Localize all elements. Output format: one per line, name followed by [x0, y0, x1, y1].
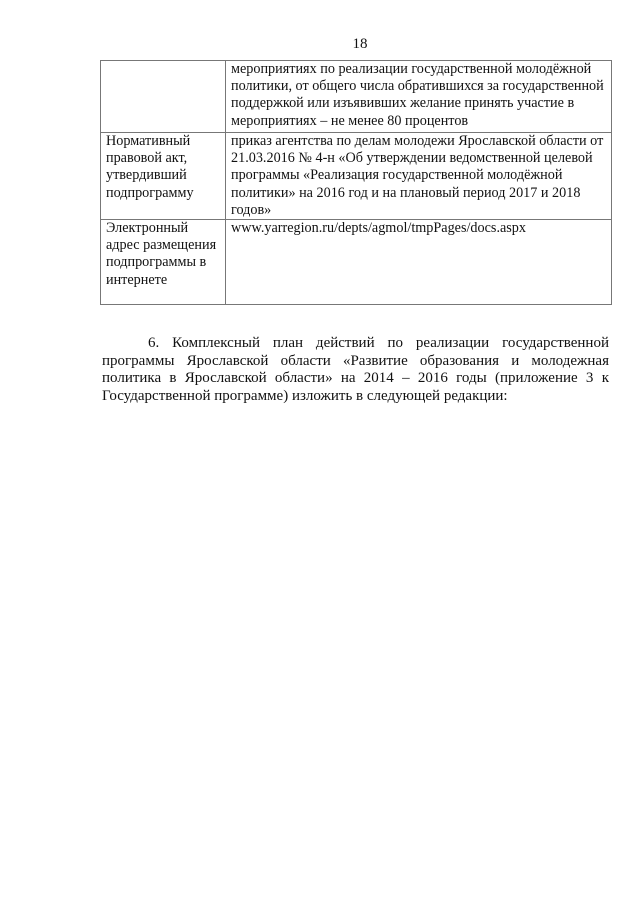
- row-label: Нормативный правовой акт, утвердивший подпрограмму: [101, 133, 226, 220]
- row-value-url[interactable]: www.yarregion.ru/depts/agmol/tmpPages/docs.aspx: [226, 220, 612, 305]
- row-value: мероприятиях по реализации государственной молодёжной политики, от общего числа обратившихся за государственной поддержкой или изъявивших желание принять участие в мероприятиях – не менее 80 процентов: [226, 61, 612, 133]
- row-label: [101, 61, 226, 133]
- table-row: [101, 133, 612, 220]
- body-paragraph: 6. Комплексный план действий по реализации государственной программы Ярославской области «Развитие образования и молодежная политика в Ярославской области» на 2014 – 2016 годы (приложение 3 к Государственной программе) изложить в следующей редакции:: [102, 335, 609, 404]
- row-value: приказ агентства по делам молодежи Ярославской области от 21.03.2016 № 4-н «Об утверждении ведомственной целевой программы «Реализация государственной молодёжной политики» на 2016 год и на плановый период 2017 и 2018 годов»: [226, 133, 612, 220]
- page-number: 18: [352, 36, 368, 52]
- subprogram-passport-table: [100, 60, 612, 305]
- table-row: [101, 61, 612, 133]
- row-label: Электронный адрес размещения подпрограммы в интернете: [101, 220, 226, 305]
- table-row: [101, 220, 612, 305]
